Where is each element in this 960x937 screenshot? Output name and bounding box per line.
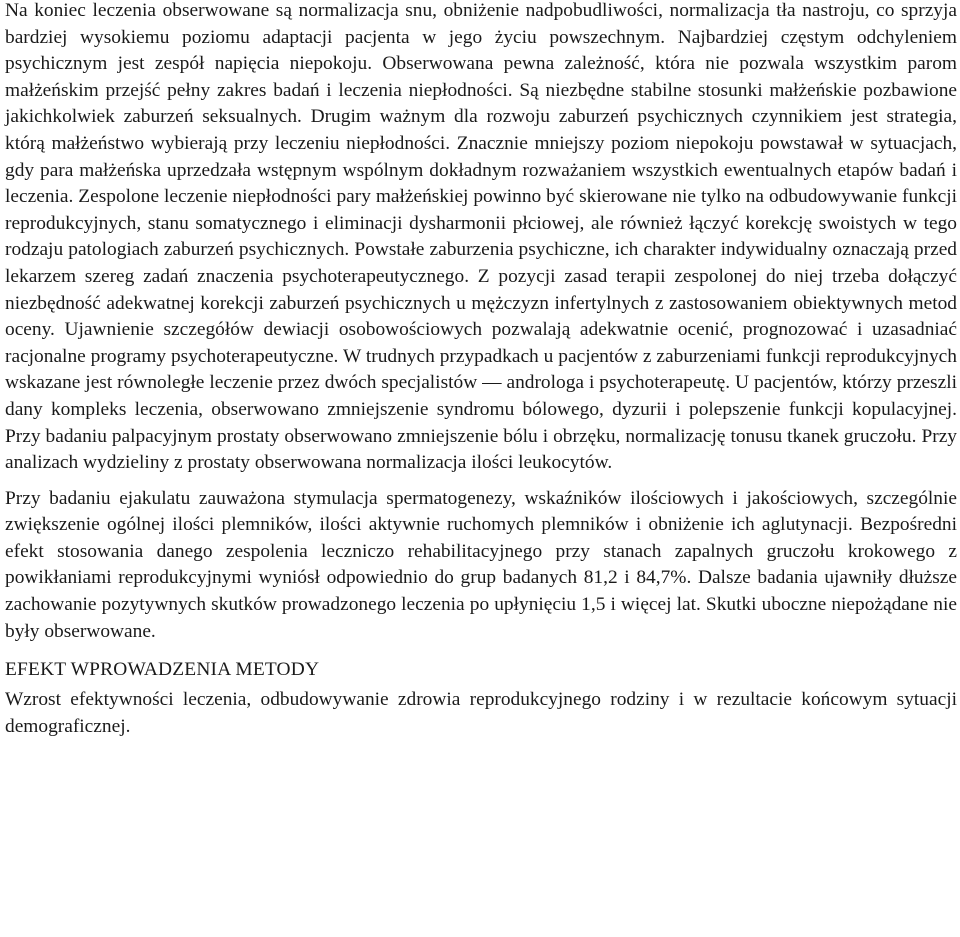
document-page [5,0,957,740]
body-paragraph-2: Przy badaniu ejakulatu zauważona stymulacja spermatogenezy, wskaźników ilościowych i jakościowych, szczególnie zwiększenie ogólnej ilości plemników, ilości aktywnie ruchomych plemników i obniżenie ich aglutynacji. Bezpośredni efekt stosowania danego zespolenia leczniczo rehabilitacyjnego przy stanach zapalnych gruczołu krokowego z powikłaniami reprodukcyjnymi wyniósł odpowiednio do grup badanych 81,2 i 84,7%. Dalsze badania ujawniły dłuższe zachowanie pozytywnych skutków prowadzonego leczenia po upłynięciu 1,5 i więcej lat. Skutki uboczne niepożądane nie były obserwowane. [5,487,957,642]
body-paragraph-1: Na koniec leczenia obserwowane są normalizacja snu, obniżenie nadpobudliwości, normalizacja tła nastroju, co sprzyja bardziej wysokiemu poziomu adaptacji pacjenta w jego życiu powszechnym. Najbardziej częstym odchyleniem psychicznym jest zespół napięcia niepokoju. Obserwowana pewna zależność, która nie pozwala wszystkim parom małżeńskim przejść pełny zakres badań i leczenia niepłodności. Są niezbędne stabilne stosunki małżeńskie pozbawione jakichkolwiek zaburzeń seksualnych. Drugim ważnym dla rozwoju zaburzeń psychicznych czynnikiem jest strategia, którą małżeństwo wybierają przy leczeniu niepłodności. Znacznie mniejszy poziom niepokoju powstawał w sytuacjach, gdy para małżeńska uprzedzała wstępnym wspólnym dokładnym rozważaniem wszystkich ewentualnych etapów badań i leczenia. Zespolone leczenie niepłodności pary małżeńskiej powinno być skierowane nie tylko na odbudowywanie funkcji reprodukcyjnych, stanu somatycznego i eliminacji dysharmonii płciowej, ale również łączyć korekcję swoistych w tego rodzaju patologiach zaburzeń psychicznych. Powstałe zaburzenia psychiczne, ich charakter indywidualny oznaczają przed lekarzem szereg zadań znaczenia psychoterapeutycznego. Z pozycji zasad terapii zespolonej do niej trzeba dołączyć niezbędność adekwatnej korekcji zaburzeń psychicznych u mężczyzn infertylnych z zastosowaniem obiektywnych metod oceny. Ujawnienie szczegółów dewiacji osobowościowych pozwalają adekwatnie ocenić, prognozować i uzasadniać racjonalne programy psychoterapeutyczne. W trudnych przypadkach u pacjentów z zaburzeniami funkcji reprodukcyjnych wskazane jest równoległe leczenie przez dwóch specjalistów — androloga i psychoterapeutę. U pacjentów, którzy przeszli dany kompleks leczenia, obserwowano zmniejszenie syndromu bólowego, dyzurii i polepszenie funkcji kopulacyjnej. Przy badaniu palpacyjnym prostaty obserwowano zmniejszenie bólu i obrzęku, normalizację tonusu tkanek gruczołu. Przy analizach wydzieliny z prostaty obserwowana normalizacja ilości leukocytów. [5,0,957,474]
section-paragraph: Wzrost efektywności leczenia, odbudowywanie zdrowia reprodukcyjnego rodziny i w rezultacie końcowym sytuacji demograficznej. [5,689,957,737]
section-heading: EFEKT WPROWADZENIA METODY [5,659,320,681]
